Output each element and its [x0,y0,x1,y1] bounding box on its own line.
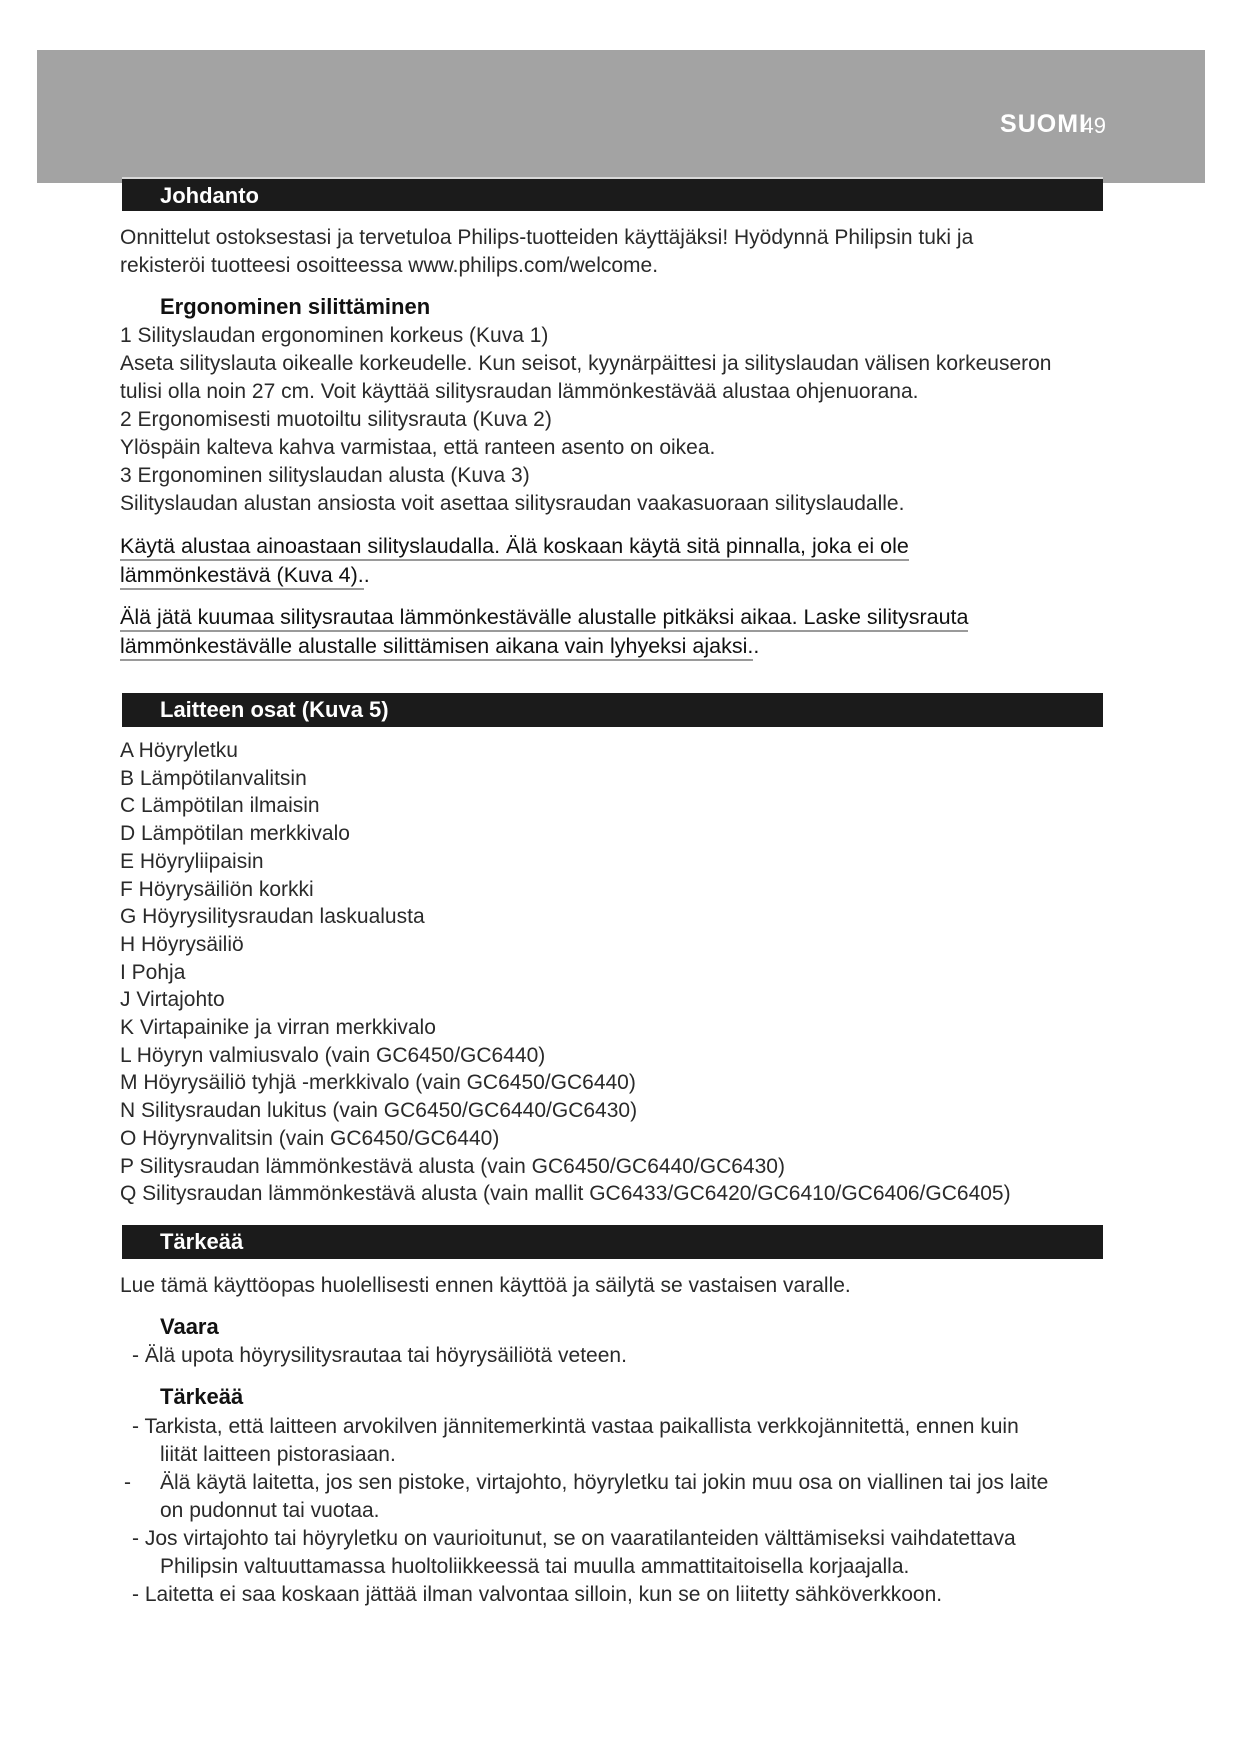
caution-item-2-line-2: on pudonnut tai vuotaa. [160,1499,380,1522]
list-item: D Lämpötilan merkkivalo [120,822,350,846]
important-intro: Lue tämä käyttöopas huolellisesti ennen käyttöä ja säilytä se vastaisen varalle. [120,1274,851,1297]
intro-line-2: rekisteröi tuotteesi osoitteessa www.philips.com/welcome. [120,254,659,277]
caution-item-2-line-1: Älä käytä laitetta, jos sen pistoke, virtajohto, höyryletku tai jokin muu osa on viallinen tai jos laite [160,1471,1049,1494]
ergonomic-line: tulisi olla noin 27 cm. Voit käyttää silitysraudan lämmönkestävää alustaa ohjenuorana. [120,380,919,403]
list-item: C Lämpötilan ilmaisin [120,794,320,818]
section-heading-important: Tärkeää [122,1225,1103,1259]
ergonomic-line: 1 Silityslaudan ergonominen korkeus (Kuva 1) [120,324,549,347]
page-number: 49 [1081,113,1106,138]
section-heading-parts: Laitteen osat (Kuva 5) [122,693,1103,727]
warning-2-line-2: lämmönkestävälle alustalle silittämisen aikana vain lyhyeksi ajaksi.. [120,632,759,661]
parts-list [120,737,1011,1208]
list-item: H Höyrysäiliö [120,932,244,956]
list-item: M Höyrysäiliö tyhjä -merkkivalo (vain GC6450/GC6440) [120,1071,636,1095]
caution-item-1-line-2: liität laitteen pistorasiaan. [160,1443,396,1466]
section-heading-intro: Johdanto [122,177,1103,211]
caution-item-1-line-1: - Tarkista, että laitteen arvokilven jännitemerkintä vastaa paikallista verkkojännitettä, ennen kuin [132,1415,1019,1438]
list-item: K Virtapainike ja virran merkkivalo [120,1016,436,1040]
caution-item-3-line-2: Philipsin valtuuttamassa huoltoliikkeessä tai muulla ammattitaitoisella korjaajalla. [160,1555,910,1578]
list-item: O Höyrynvalitsin (vain GC6450/GC6440) [120,1126,500,1150]
warning-1-line-2: lämmönkestävä (Kuva 4).. [120,561,370,590]
ergonomic-line: 2 Ergonomisesti muotoiltu silitysrauta (Kuva 2) [120,408,552,431]
warning-2-line-1: Älä jätä kuumaa silitysrautaa lämmönkestävälle alustalle pitkäksi aikaa. Laske silitysrauta [120,603,968,632]
ergonomic-line: Silityslaudan alustan ansiosta voit asettaa silitysraudan vaakasuoraan silityslaudalle. [120,492,905,515]
ergonomic-line: Ylöspäin kalteva kahva varmistaa, että ranteen asento on oikea. [120,436,716,459]
list-item: Q Silitysraudan lämmönkestävä alusta (vain mallit GC6433/GC6420/GC6410/GC6406/GC6405) [120,1182,1011,1206]
list-item: L Höyryn valmiusvalo (vain GC6450/GC6440) [120,1043,546,1067]
list-item: P Silitysraudan lämmönkestävä alusta (vain GC6450/GC6440/GC6430) [120,1154,785,1178]
list-item: J Virtajohto [120,988,225,1012]
caution-item-4: - Laitetta ei saa koskaan jättää ilman valvontaa silloin, kun se on liitetty sähköverkkoon. [132,1583,943,1606]
danger-heading: Vaara [160,1314,219,1339]
list-item: I Pohja [120,960,186,984]
danger-item: - Älä upota höyrysilitysrautaa tai höyrysäiliötä veteen. [132,1344,627,1367]
caution-heading: Tärkeää [160,1384,244,1409]
list-item: N Silitysraudan lukitus (vain GC6450/GC6440/GC6430) [120,1099,638,1123]
list-item: A Höyryletku [120,739,238,762]
caution-item-2-dash: - [124,1471,131,1494]
list-item: G Höyrysilitysraudan laskualusta [120,905,425,929]
ergonomic-line: Aseta silityslauta oikealle korkeudelle. Kun seisot, kyynärpäittesi ja silityslaudan välisen korkeuseron [120,352,1052,375]
list-item: E Höyryliipaisin [120,849,264,873]
header-language: SUOMI [1000,110,1087,138]
intro-line-1: Onnittelut ostoksestasi ja tervetuloa Philips-tuotteiden käyttäjäksi! Hyödynnä Philipsin tuki ja [120,226,974,249]
caution-item-3-line-1: - Jos virtajohto tai höyryletku on vaurioitunut, se on vaaratilanteiden välttämiseksi vaihdatettava [132,1527,1016,1550]
list-item: B Lämpötilanvalitsin [120,766,307,790]
ergonomic-line: 3 Ergonominen silityslaudan alusta (Kuva 3) [120,464,530,487]
ergonomic-heading: Ergonominen silittäminen [160,294,431,319]
list-item: F Höyrysäiliön korkki [120,877,314,901]
warning-1-line-1: Käytä alustaa ainoastaan silityslaudalla. Älä koskaan käytä sitä pinnalla, joka ei ole [120,532,909,561]
